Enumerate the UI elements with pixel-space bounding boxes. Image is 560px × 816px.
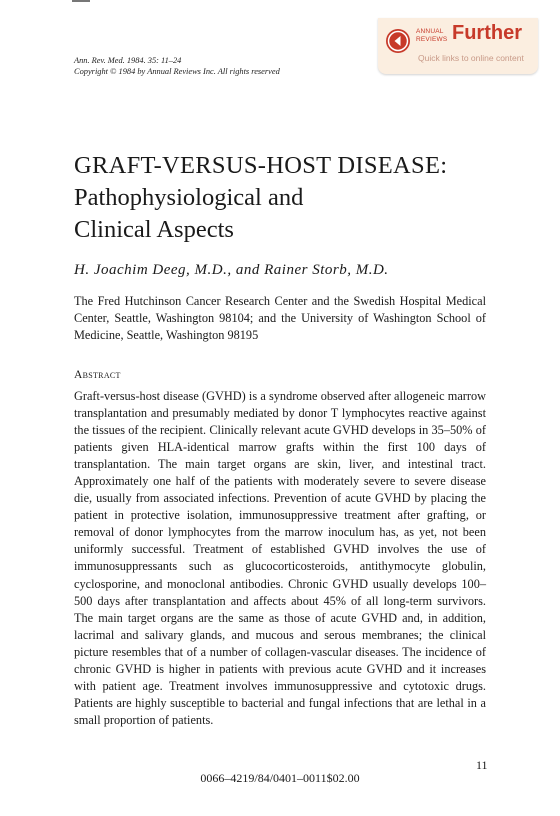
further-link[interactable]: Further — [452, 22, 522, 44]
annual-reviews-logo-icon — [386, 29, 410, 53]
top-rule — [72, 0, 90, 2]
abstract-heading: Abstract — [74, 369, 121, 381]
author-line: H. Joachim Deeg, M.D., and Rainer Storb, M.D. — [74, 262, 389, 278]
citation-journal: Ann. Rev. Med. 1984. 35: 11–24 — [74, 56, 182, 65]
annual-reviews-wordmark — [416, 28, 447, 43]
journal-citation — [74, 55, 280, 77]
abstract-body: Graft-versus-host disease (GVHD) is a syndrome observed after allogeneic marrow transplantation and presumably mediated by donor T lymphocytes reactive against the tissues of the recipient. Clinically relevant acute GVHD develops in 35–50% of patients given HLA-identical marrow grafts within the first 100 days of transplantation. The main target organs are skin, liver, and intestinal tract. Approximately one half of the patients with moderately severe to severe disease die, usually from associated infections. Prevention of acute GVHD by placing the patient in protective isolation, immunosuppressive treatment after grafting, or removal of donor lymphocytes from the marrow inoculum has, as yet, not been uniformly successful. Treatment of established GVHD involves the use of immunosuppressants such as glucocorticosteroids, antithymocyte globulin, cyclosporine, and monoclonal antibodies. Chronic GVHD usually develops 100–500 days after transplantation and affects about 45% of all long-term survivors. The main target organs are the same as those of acute GVHD and, in addition, lacrimal and salivary glands, and mucous and serous membranes; the clinical picture resembles that of a number of collagen-vascular diseases. The incidence of chronic GVHD is higher in patients with previous acute GVHD and it increases with patient age. Treatment involves immunosuppressive and cytotoxic drugs. Patients are highly susceptible to bacterial and fungal infections that are lethal in a small proportion of patients. — [74, 389, 486, 727]
quick-links-subtitle[interactable]: Quick links to online content — [418, 53, 524, 63]
title-line-3: Clinical Aspects — [74, 216, 234, 243]
page-number: 11 — [476, 758, 488, 772]
affiliation-paragraph: The Fred Hutchinson Cancer Research Center and the Swedish Hospital Medical Center, Seattle, Washington 98104; and the University of Washington School of Medicine, Seattle, Washington 98195 — [74, 294, 486, 342]
citation-copyright: Copyright © 1984 by Annual Reviews Inc. All rights reserved — [74, 67, 280, 76]
banner-reviews-text: REVIEWS — [416, 35, 448, 43]
annual-reviews-further-banner[interactable] — [378, 18, 538, 74]
title-line-1: GRAFT-VERSUS-HOST DISEASE: — [74, 152, 448, 179]
footer-code: 0066–4219/84/0401–0011$02.00 — [200, 771, 360, 785]
article-title — [74, 150, 447, 246]
banner-annual-text: ANNUAL — [416, 28, 444, 35]
title-line-2: Pathophysiological and — [74, 184, 304, 211]
